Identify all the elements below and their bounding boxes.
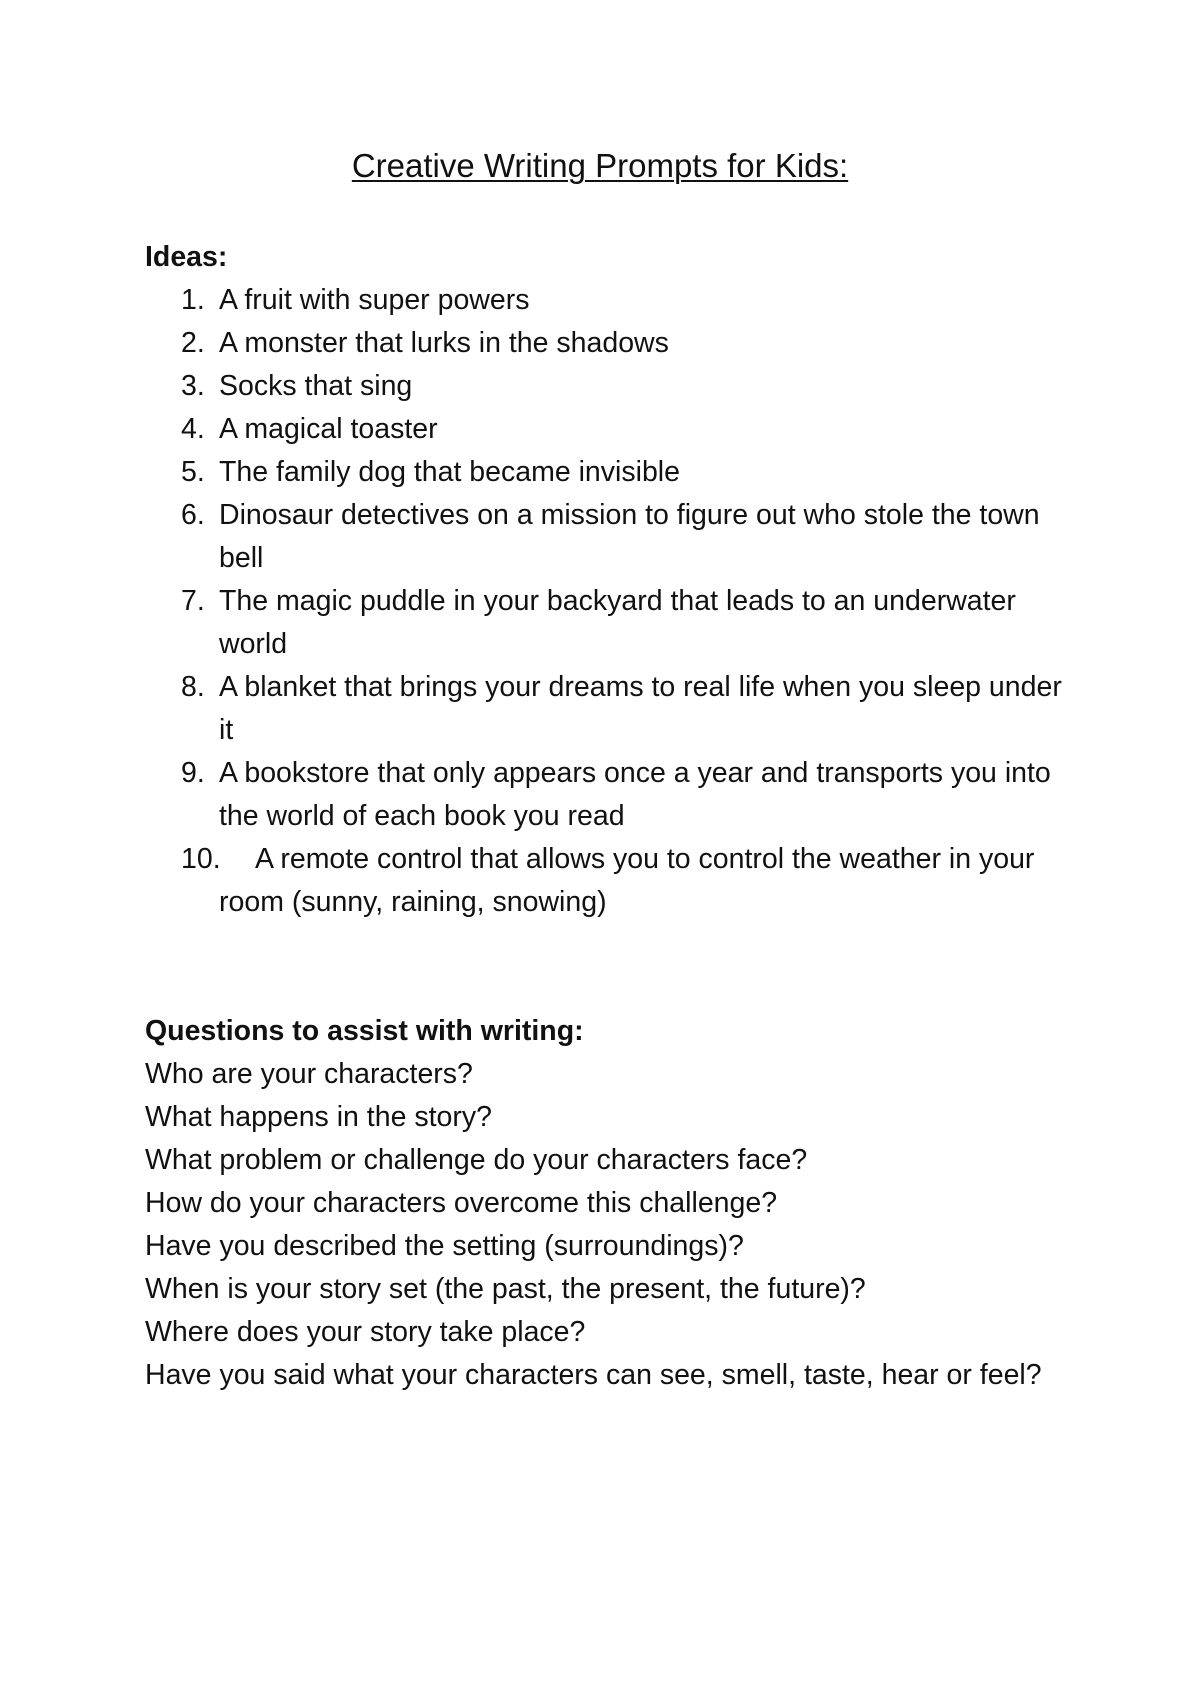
questions-section xyxy=(145,1010,1075,1397)
questions-heading: Questions to assist with writing: xyxy=(145,1015,584,1047)
list-item-text: A blanket that brings your dreams to real life when you sleep under it xyxy=(219,671,1062,746)
list-item-number: 9. xyxy=(181,757,205,789)
question-line: Who are your characters? xyxy=(145,1058,473,1090)
list-item-text: A remote control that allows you to control the weather in your room (sunny, raining, snowing) xyxy=(219,843,1035,918)
list-item xyxy=(145,838,1075,924)
list-item xyxy=(145,408,1075,451)
question-line: Have you described the setting (surroundings)? xyxy=(145,1230,744,1262)
list-item-number: 4. xyxy=(181,413,205,445)
ideas-list xyxy=(145,279,1075,924)
list-item-text: A monster that lurks in the shadows xyxy=(219,327,669,359)
page-title: Creative Writing Prompts for Kids: xyxy=(351,147,849,184)
list-item-text: Dinosaur detectives on a mission to figure out who stole the town bell xyxy=(219,499,1040,574)
list-item-number: 8. xyxy=(181,671,205,703)
list-item-number: 6. xyxy=(181,499,205,531)
question-line: How do your characters overcome this challenge? xyxy=(145,1187,778,1219)
list-item-number: 5. xyxy=(181,456,205,488)
question-line: Where does your story take place? xyxy=(145,1316,586,1348)
list-item xyxy=(145,666,1075,752)
question-line: What happens in the story? xyxy=(145,1101,492,1133)
list-item xyxy=(145,451,1075,494)
list-item xyxy=(145,494,1075,580)
list-item-number: 7. xyxy=(181,585,205,617)
question-line: When is your story set (the past, the present, the future)? xyxy=(145,1273,866,1305)
list-item-text: The magic puddle in your backyard that leads to an underwater world xyxy=(219,585,1016,660)
list-item-number: 3. xyxy=(181,370,205,402)
list-item xyxy=(145,365,1075,408)
list-item-text: A magical toaster xyxy=(219,413,438,445)
document-body xyxy=(145,236,1075,1397)
list-item-text: The family dog that became invisible xyxy=(219,456,680,488)
list-item xyxy=(145,279,1075,322)
list-item-number: 10. xyxy=(181,843,221,875)
list-item-text: A bookstore that only appears once a year and transports you into the world of each book you read xyxy=(219,757,1051,832)
list-item-text: Socks that sing xyxy=(219,370,413,402)
list-item-number: 1. xyxy=(181,284,205,316)
list-item xyxy=(145,322,1075,365)
list-item xyxy=(145,752,1075,838)
list-item xyxy=(145,580,1075,666)
question-line: What problem or challenge do your characters face? xyxy=(145,1144,808,1176)
question-line: Have you said what your characters can see, smell, taste, hear or feel? xyxy=(145,1359,1042,1391)
list-item-text: A fruit with super powers xyxy=(219,284,530,316)
ideas-heading: Ideas: xyxy=(145,241,228,273)
list-item-number: 2. xyxy=(181,327,205,359)
